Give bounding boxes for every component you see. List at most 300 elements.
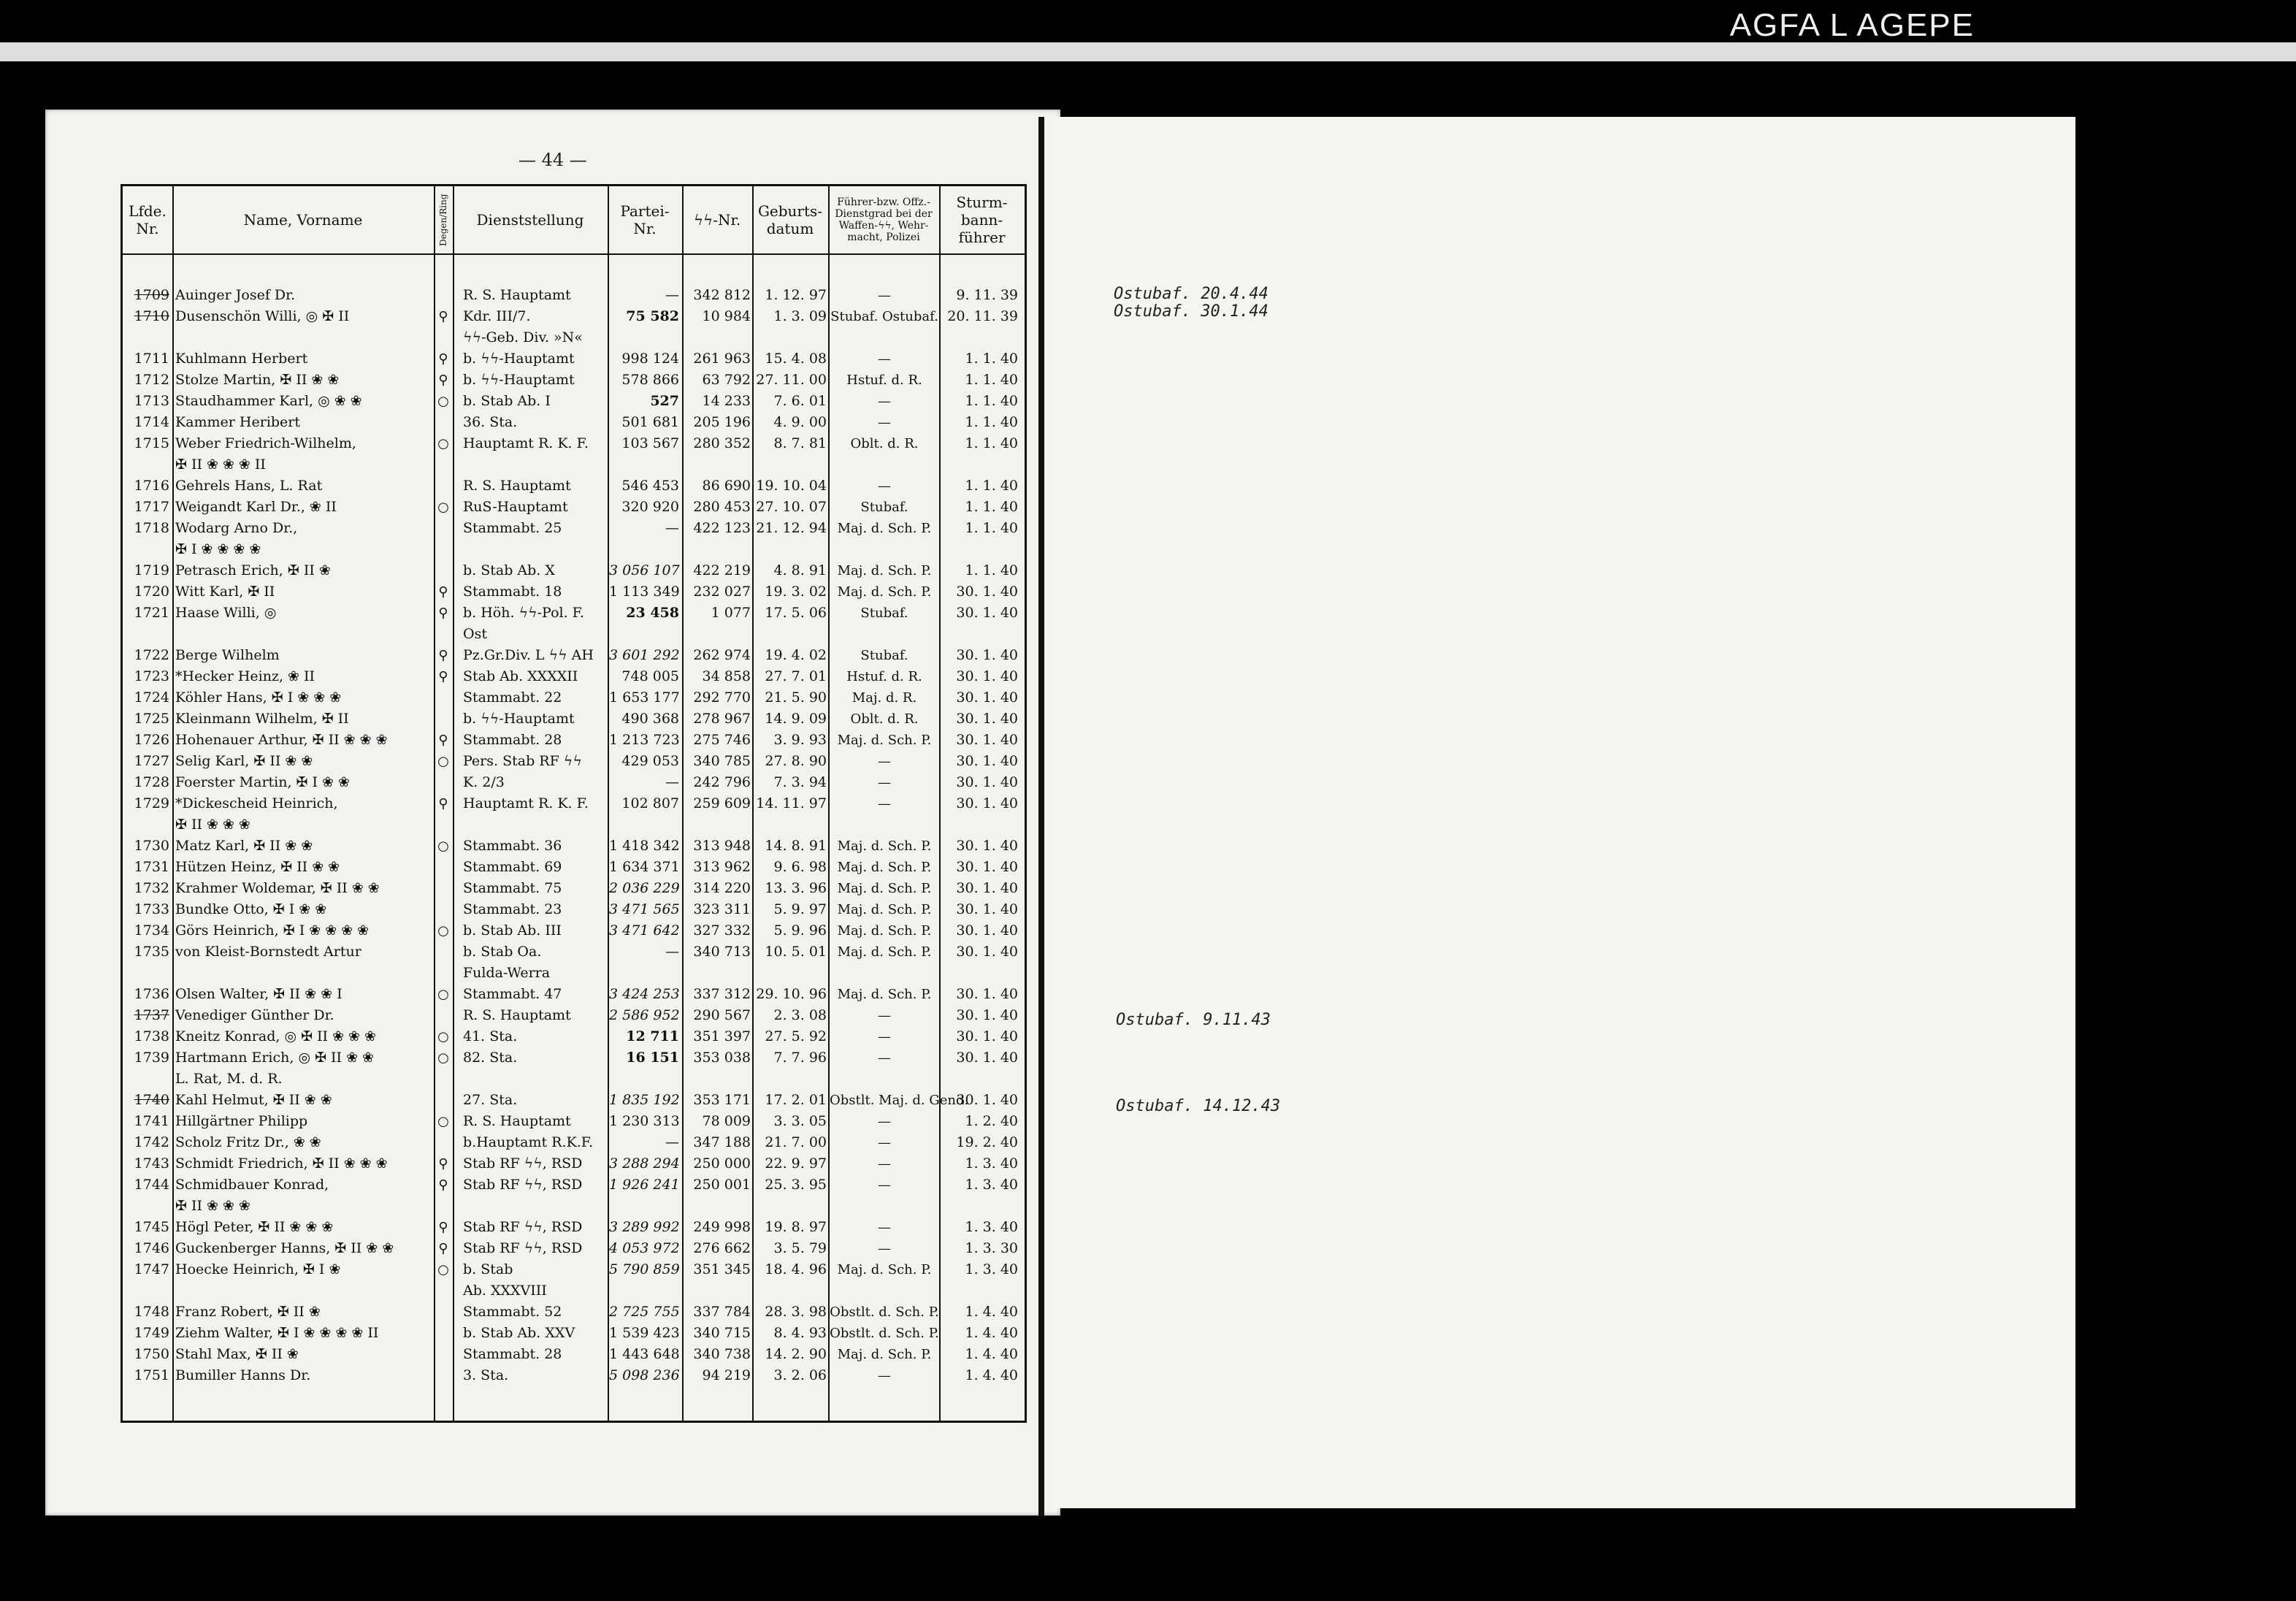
cell-ss: 290 567 — [693, 1007, 751, 1023]
cell-geb: 27. 11. 00 — [756, 372, 827, 388]
cell-geb: 14. 2. 90 — [765, 1346, 827, 1362]
cell-fuehrer: — — [878, 1241, 891, 1256]
cell-geb: 17. 2. 01 — [765, 1092, 827, 1108]
table-row — [123, 1090, 1025, 1111]
cell-fuehrer: Maj. d. Sch. P. — [837, 923, 932, 939]
cell-ss: 94 219 — [702, 1367, 751, 1383]
cell-fuehrer: Maj. d. Sch. P. — [837, 944, 932, 960]
cell-fuehrer: Obstlt. Maj. d. Gend. — [830, 1093, 969, 1108]
cell-ss: 232 027 — [693, 584, 751, 600]
cell-partei: 1 926 241 — [609, 1177, 680, 1193]
table-row — [123, 539, 1025, 560]
cell-sturm: 30. 1. 40 — [956, 1092, 1018, 1108]
cell-nr: 1741 — [134, 1113, 169, 1129]
cell-dienst: b. Höh. ϟϟ-Pol. F. — [463, 605, 584, 621]
cell-name: Petrasch Erich, ✠ II ❀ — [175, 562, 331, 578]
table-row — [123, 327, 1025, 348]
cell-name: Hohenauer Arthur, ✠ II ❀ ❀ ❀ — [175, 732, 388, 748]
cell-fuehrer: Maj. d. Sch. P. — [837, 563, 932, 578]
cell-name: ✠ II ❀ ❀ ❀ — [175, 1198, 250, 1214]
cell-geb: 8. 7. 81 — [773, 435, 827, 451]
cell-geb: 21. 7. 00 — [765, 1134, 827, 1150]
cell-partei: 3 424 253 — [609, 986, 680, 1002]
cell-sturm: 30. 1. 40 — [956, 732, 1018, 748]
header-sturm: Sturm- bann- führer — [956, 194, 1008, 246]
cell-fuehrer: Maj. d. Sch. P. — [837, 881, 932, 896]
cell-fuehrer: Maj. d. Sch. P. — [837, 584, 932, 600]
table-row — [123, 433, 1025, 454]
cell-fuehrer: Stubaf. — [860, 500, 908, 515]
table-row — [123, 963, 1025, 984]
cell-geb: 7. 6. 01 — [773, 393, 827, 409]
table-row — [123, 1174, 1025, 1196]
cell-fuehrer: — — [878, 394, 891, 409]
cell-nr: 1736 — [134, 986, 169, 1002]
cell-dienst: Stammabt. 52 — [463, 1304, 562, 1320]
cell-partei: 1 418 342 — [609, 838, 680, 854]
cell-ring: ○ — [437, 1050, 449, 1066]
cell-dienst: b. Stab Ab. I — [463, 393, 551, 409]
cell-ss: 342 812 — [693, 287, 751, 303]
table-row — [123, 1280, 1025, 1302]
table-row — [123, 772, 1025, 793]
cell-ss: 280 453 — [693, 499, 751, 515]
ledger-table — [120, 184, 1027, 1423]
cell-name: Kuhlmann Herbert — [175, 351, 308, 367]
cell-ring: ⚲ — [438, 669, 448, 684]
cell-geb: 3. 5. 79 — [773, 1240, 827, 1256]
cell-dienst: R. S. Hauptamt — [463, 1007, 571, 1023]
cell-dienst: R. S. Hauptamt — [463, 478, 571, 494]
cell-dienst: Stammabt. 25 — [463, 520, 562, 536]
cell-ss: 205 196 — [693, 414, 751, 430]
handwritten-note: Ostubaf. 30.1.44 — [1114, 302, 1268, 321]
table-row — [123, 370, 1025, 391]
header-divider — [123, 253, 1025, 255]
cell-partei: 12 711 — [626, 1028, 679, 1044]
cell-partei: 3 471 642 — [609, 922, 680, 939]
cell-partei: 1 539 423 — [609, 1325, 680, 1341]
cell-sturm: 30. 1. 40 — [956, 922, 1018, 939]
cell-dienst: Stammabt. 28 — [463, 1346, 562, 1362]
cell-nr: 1744 — [134, 1177, 169, 1193]
cell-ss: 63 792 — [702, 372, 751, 388]
cell-sturm: 1. 1. 40 — [965, 478, 1018, 494]
cell-sturm: 1. 1. 40 — [965, 499, 1018, 515]
cell-partei: 501 681 — [621, 414, 679, 430]
cell-partei: 2 725 755 — [609, 1304, 680, 1320]
cell-ss: 347 188 — [693, 1134, 751, 1150]
cell-partei: — — [665, 774, 679, 790]
handwritten-note: Ostubaf. 14.12.43 — [1116, 1097, 1281, 1115]
cell-nr: 1750 — [134, 1346, 169, 1362]
page-number: — 44 — — [518, 150, 587, 170]
cell-name: ✠ II ❀ ❀ ❀ II — [175, 456, 266, 473]
cell-ring: ⚲ — [438, 1241, 448, 1256]
cell-dienst: RuS-Hauptamt — [463, 499, 568, 515]
cell-geb: 19. 10. 04 — [756, 478, 827, 494]
cell-partei: 3 288 294 — [609, 1155, 680, 1172]
cell-nr: 1713 — [134, 393, 169, 409]
cell-nr: 1734 — [134, 922, 169, 939]
cell-ring: ⚲ — [438, 796, 448, 811]
cell-ss: 337 312 — [693, 986, 751, 1002]
cell-partei: 3 289 992 — [609, 1219, 680, 1235]
cell-geb: 19. 8. 97 — [765, 1219, 827, 1235]
table-row — [123, 836, 1025, 857]
cell-name: Franz Robert, ✠ II ❀ — [175, 1304, 321, 1320]
cell-partei: 4 053 972 — [609, 1240, 680, 1256]
cell-dienst: 27. Sta. — [463, 1092, 518, 1108]
cell-name: Kahl Helmut, ✠ II ❀ ❀ — [175, 1092, 332, 1108]
cell-geb: 3. 2. 06 — [773, 1367, 827, 1383]
cell-name: Auinger Josef Dr. — [175, 287, 296, 303]
cell-name: Gehrels Hans, L. Rat — [175, 478, 323, 494]
cell-geb: 21. 12. 94 — [756, 520, 827, 536]
cell-fuehrer: — — [878, 1177, 891, 1193]
cell-nr: 1723 — [134, 668, 169, 684]
cell-sturm: 30. 1. 40 — [956, 753, 1018, 769]
cell-sturm: 1. 4. 40 — [965, 1325, 1018, 1341]
cell-sturm: 9. 11. 39 — [956, 287, 1018, 303]
cell-dienst: 82. Sta. — [463, 1050, 518, 1066]
cell-geb: 18. 4. 96 — [765, 1261, 827, 1277]
cell-dienst: b. Stab Ab. XXV — [463, 1325, 575, 1341]
cell-nr: 1739 — [134, 1050, 169, 1066]
table-row — [123, 348, 1025, 370]
cell-ss: 340 738 — [693, 1346, 751, 1362]
cell-sturm: 30. 1. 40 — [956, 711, 1018, 727]
cell-nr: 1721 — [134, 605, 169, 621]
table-row — [123, 412, 1025, 433]
cell-ring: ⚲ — [438, 351, 448, 367]
cell-ring: ○ — [437, 394, 449, 409]
cell-geb: 29. 10. 96 — [756, 986, 827, 1002]
cell-dienst: Stab Ab. XXXXII — [463, 668, 578, 684]
cell-fuehrer: Maj. d. Sch. P. — [837, 987, 932, 1002]
cell-fuehrer: — — [878, 1220, 891, 1235]
cell-partei: 1 653 177 — [609, 689, 680, 706]
table-row — [123, 1111, 1025, 1132]
cell-nr: 1731 — [134, 859, 169, 875]
cell-partei: 75 582 — [626, 308, 679, 324]
table-row — [123, 1259, 1025, 1280]
cell-nr: 1726 — [134, 732, 169, 748]
cell-ring: ○ — [437, 436, 449, 451]
cell-geb: 7. 3. 94 — [773, 774, 827, 790]
cell-geb: 3. 9. 93 — [773, 732, 827, 748]
cell-partei: 998 124 — [621, 351, 679, 367]
cell-sturm: 30. 1. 40 — [956, 1050, 1018, 1066]
cell-nr: 1729 — [134, 795, 169, 811]
cell-dienst: Stammabt. 22 — [463, 689, 562, 706]
cell-partei: 102 807 — [621, 795, 679, 811]
cell-name: Kammer Heribert — [175, 414, 301, 430]
cell-ss: 276 662 — [693, 1240, 751, 1256]
cell-name: Högl Peter, ✠ II ❀ ❀ ❀ — [175, 1219, 334, 1235]
cell-geb: 22. 9. 97 — [765, 1155, 827, 1172]
cell-fuehrer: Stubaf. — [860, 648, 908, 663]
cell-fuehrer: Oblt. d. R. — [850, 711, 919, 727]
cell-fuehrer: Maj. d. Sch. P. — [837, 860, 932, 875]
cell-dienst: ϟϟ-Geb. Div. »N« — [463, 329, 583, 345]
cell-nr: 1718 — [134, 520, 169, 536]
cell-nr: 1719 — [134, 562, 169, 578]
cell-fuehrer: — — [878, 478, 891, 494]
cell-sturm: 1. 1. 40 — [965, 393, 1018, 409]
cell-nr: 1716 — [134, 478, 169, 494]
cell-partei: 748 005 — [621, 668, 679, 684]
cell-name: Ziehm Walter, ✠ I ❀ ❀ ❀ ❀ II — [175, 1325, 379, 1341]
cell-ss: 340 713 — [693, 944, 751, 960]
cell-sturm: 1. 4. 40 — [965, 1367, 1018, 1383]
cell-name: Schmidbauer Konrad, — [175, 1177, 329, 1193]
cell-ss: 1 077 — [711, 605, 751, 621]
cell-sturm: 1. 3. 40 — [965, 1261, 1018, 1277]
table-row — [123, 624, 1025, 645]
cell-name: Stahl Max, ✠ II ❀ — [175, 1346, 299, 1362]
cell-ss: 242 796 — [693, 774, 751, 790]
table-row — [123, 708, 1025, 730]
cell-ss: 278 967 — [693, 711, 751, 727]
cell-dienst: Stammabt. 28 — [463, 732, 562, 748]
cell-partei: 1 443 648 — [609, 1346, 680, 1362]
cell-geb: 9. 6. 98 — [773, 859, 827, 875]
cell-partei: 23 458 — [626, 605, 679, 621]
cell-partei: 5 790 859 — [609, 1261, 680, 1277]
cell-nr: 1722 — [134, 647, 169, 663]
cell-name: Selig Karl, ✠ II ❀ ❀ — [175, 753, 313, 769]
cell-name: Schmidt Friedrich, ✠ II ❀ ❀ ❀ — [175, 1155, 388, 1172]
cell-nr: 1711 — [134, 351, 169, 367]
film-strip — [0, 42, 2296, 61]
cell-ring: ⚲ — [438, 648, 448, 663]
cell-ring: ○ — [437, 500, 449, 515]
cell-name: Weber Friedrich-Wilhelm, — [175, 435, 356, 451]
cell-geb: 2. 3. 08 — [773, 1007, 827, 1023]
table-row — [123, 1069, 1025, 1090]
cell-name: ✠ I ❀ ❀ ❀ ❀ — [175, 541, 261, 557]
cell-name: Weigandt Karl Dr., ❀ II — [175, 499, 337, 515]
cell-ss: 351 345 — [693, 1261, 751, 1277]
cell-geb: 17. 5. 06 — [765, 605, 827, 621]
cell-fuehrer: — — [878, 415, 891, 430]
cell-partei: 16 151 — [626, 1050, 679, 1066]
cell-fuehrer: — — [878, 351, 891, 367]
cell-fuehrer: — — [878, 1156, 891, 1172]
cell-geb: 1. 3. 09 — [773, 308, 827, 324]
table-row — [123, 497, 1025, 518]
table-row — [123, 285, 1025, 306]
cell-fuehrer: — — [878, 1008, 891, 1023]
cell-dienst: Stammabt. 23 — [463, 901, 562, 917]
cell-ss: 249 998 — [693, 1219, 751, 1235]
cell-name: Bumiller Hanns Dr. — [175, 1367, 311, 1383]
table-row — [123, 475, 1025, 497]
table-row — [123, 857, 1025, 878]
cell-name: Olsen Walter, ✠ II ❀ ❀ I — [175, 986, 343, 1002]
cell-dienst: Ost — [463, 626, 487, 642]
table-row — [123, 1238, 1025, 1259]
table-row — [123, 645, 1025, 666]
cell-partei: 1 213 723 — [609, 732, 680, 748]
cell-name: Köhler Hans, ✠ I ❀ ❀ ❀ — [175, 689, 342, 706]
cell-partei: 320 920 — [621, 499, 679, 515]
cell-partei: — — [665, 944, 679, 960]
cell-ss: 422 123 — [693, 520, 751, 536]
cell-ring: ⚲ — [438, 1220, 448, 1235]
cell-sturm: 1. 4. 40 — [965, 1346, 1018, 1362]
cell-ss: 86 690 — [702, 478, 751, 494]
cell-nr: 1737 — [134, 1007, 169, 1023]
cell-geb: 14. 8. 91 — [765, 838, 827, 854]
table-row — [123, 391, 1025, 412]
table-row — [123, 454, 1025, 475]
cell-nr: 1730 — [134, 838, 169, 854]
cell-ss: 353 038 — [693, 1050, 751, 1066]
table-row — [123, 666, 1025, 687]
cell-geb: 19. 3. 02 — [765, 584, 827, 600]
cell-sturm: 1. 1. 40 — [965, 372, 1018, 388]
table-row — [123, 306, 1025, 327]
cell-fuehrer: — — [878, 775, 891, 790]
table-row — [123, 1365, 1025, 1386]
cell-partei: 3 056 107 — [609, 562, 680, 578]
table-row — [123, 1026, 1025, 1047]
cell-sturm: 30. 1. 40 — [956, 668, 1018, 684]
cell-fuehrer: — — [878, 1029, 891, 1044]
cell-ss: 280 352 — [693, 435, 751, 451]
header-name: Name, Vorname — [243, 211, 363, 229]
cell-ss: 34 858 — [702, 668, 751, 684]
cell-geb: 28. 3. 98 — [765, 1304, 827, 1320]
cell-nr: 1732 — [134, 880, 169, 896]
gutter — [1038, 117, 1044, 1516]
cell-geb: 3. 3. 05 — [773, 1113, 827, 1129]
table-row — [123, 920, 1025, 941]
cell-partei: 490 368 — [621, 711, 679, 727]
cell-partei: 527 — [650, 393, 679, 409]
cell-geb: 15. 4. 08 — [765, 351, 827, 367]
cell-dienst: 41. Sta. — [463, 1028, 518, 1044]
cell-ss: 313 948 — [693, 838, 751, 854]
cell-geb: 27. 8. 90 — [765, 753, 827, 769]
cell-geb: 21. 5. 90 — [765, 689, 827, 706]
cell-fuehrer: — — [878, 1050, 891, 1066]
cell-name: Krahmer Woldemar, ✠ II ❀ ❀ — [175, 880, 380, 896]
cell-sturm: 30. 1. 40 — [956, 584, 1018, 600]
cell-dienst: Stab RF ϟϟ, RSD — [463, 1155, 583, 1172]
cell-fuehrer: Maj. d. Sch. P. — [837, 521, 932, 536]
header-fuehrer: Führer-bzw. Offz.- Dienstgrad bei der Waffen-ϟϟ, Wehr- macht, Polizei — [835, 196, 933, 243]
handwritten-note: Ostubaf. 20.4.44 — [1114, 285, 1268, 303]
cell-sturm: 1. 2. 40 — [965, 1113, 1018, 1129]
cell-name: *Dickescheid Heinrich, — [175, 795, 338, 811]
cell-name: Hillgärtner Philipp — [175, 1113, 308, 1129]
cell-dienst: Stammabt. 75 — [463, 880, 562, 896]
cell-nr: 1728 — [134, 774, 169, 790]
cell-sturm: 30. 1. 40 — [956, 774, 1018, 790]
cell-dienst: Stammabt. 47 — [463, 986, 562, 1002]
cell-nr: 1709 — [134, 287, 169, 303]
cell-ss: 261 963 — [693, 351, 751, 367]
cell-sturm: 30. 1. 40 — [956, 901, 1018, 917]
cell-geb: 8. 4. 93 — [773, 1325, 827, 1341]
header-nr: Lfde. Nr. — [129, 202, 167, 237]
cell-dienst: Hauptamt R. K. F. — [463, 435, 589, 451]
cell-sturm: 1. 3. 40 — [965, 1219, 1018, 1235]
table-row — [123, 1302, 1025, 1323]
cell-sturm: 19. 2. 40 — [956, 1134, 1018, 1150]
cell-sturm: 30. 1. 40 — [956, 1007, 1018, 1023]
cell-name: Stolze Martin, ✠ II ❀ ❀ — [175, 372, 340, 388]
cell-fuehrer: Obstlt. d. Sch. P. — [830, 1304, 939, 1320]
table-row — [123, 560, 1025, 581]
cell-dienst: b. Stab Ab. III — [463, 922, 562, 939]
cell-name: Hützen Heinz, ✠ II ❀ ❀ — [175, 859, 340, 875]
cell-sturm: 1. 3. 40 — [965, 1177, 1018, 1193]
cell-nr: 1747 — [134, 1261, 169, 1277]
table-row — [123, 941, 1025, 963]
cell-nr: 1725 — [134, 711, 169, 727]
table-row — [123, 899, 1025, 920]
cell-fuehrer: Oblt. d. R. — [850, 436, 919, 451]
table-row — [123, 814, 1025, 836]
cell-geb: 14. 11. 97 — [756, 795, 827, 811]
cell-ring: ⚲ — [438, 1177, 448, 1193]
cell-nr: 1746 — [134, 1240, 169, 1256]
cell-dienst: b. Stab — [463, 1261, 513, 1277]
cell-nr: 1738 — [134, 1028, 169, 1044]
table-row — [123, 1132, 1025, 1153]
cell-fuehrer: Hstuf. d. R. — [846, 669, 922, 684]
film-label: AGFA L AGEPE — [1729, 7, 1975, 43]
cell-partei: 1 634 371 — [609, 859, 680, 875]
cell-geb: 5. 9. 96 — [773, 922, 827, 939]
cell-partei: 5 098 236 — [609, 1367, 680, 1383]
cell-dienst: b. Stab Ab. X — [463, 562, 555, 578]
cell-name: Hoecke Heinrich, ✠ I ❀ — [175, 1261, 341, 1277]
cell-nr: 1727 — [134, 753, 169, 769]
cell-dienst: b. Stab Oa. — [463, 944, 542, 960]
cell-sturm: 30. 1. 40 — [956, 647, 1018, 663]
cell-dienst: Stammabt. 69 — [463, 859, 562, 875]
cell-geb: 27. 7. 01 — [765, 668, 827, 684]
table-row — [123, 1344, 1025, 1365]
cell-sturm: 20. 11. 39 — [947, 308, 1018, 324]
cell-ring: ○ — [437, 923, 449, 939]
cell-nr: 1714 — [134, 414, 169, 430]
cell-ss: 313 962 — [693, 859, 751, 875]
cell-partei: 103 567 — [621, 435, 679, 451]
cell-partei: — — [665, 1134, 679, 1150]
cell-fuehrer: Obstlt. d. Sch. P. — [830, 1326, 939, 1341]
cell-ring: ⚲ — [438, 372, 448, 388]
ledger-rows — [123, 285, 1025, 1386]
header-geb: Geburts- datum — [757, 202, 823, 237]
cell-ring: ○ — [437, 1114, 449, 1129]
cell-dienst: b. ϟϟ-Hauptamt — [463, 711, 575, 727]
table-row — [123, 1047, 1025, 1069]
cell-name: Matz Karl, ✠ II ❀ ❀ — [175, 838, 313, 854]
cell-name: Kneitz Konrad, ◎ ✠ II ❀ ❀ ❀ — [175, 1028, 376, 1044]
table-row — [123, 603, 1025, 624]
cell-ring: ○ — [437, 1262, 449, 1277]
cell-sturm: 1. 1. 40 — [965, 435, 1018, 451]
cell-nr: 1712 — [134, 372, 169, 388]
cell-ss: 351 397 — [693, 1028, 751, 1044]
cell-sturm: 30. 1. 40 — [956, 1028, 1018, 1044]
